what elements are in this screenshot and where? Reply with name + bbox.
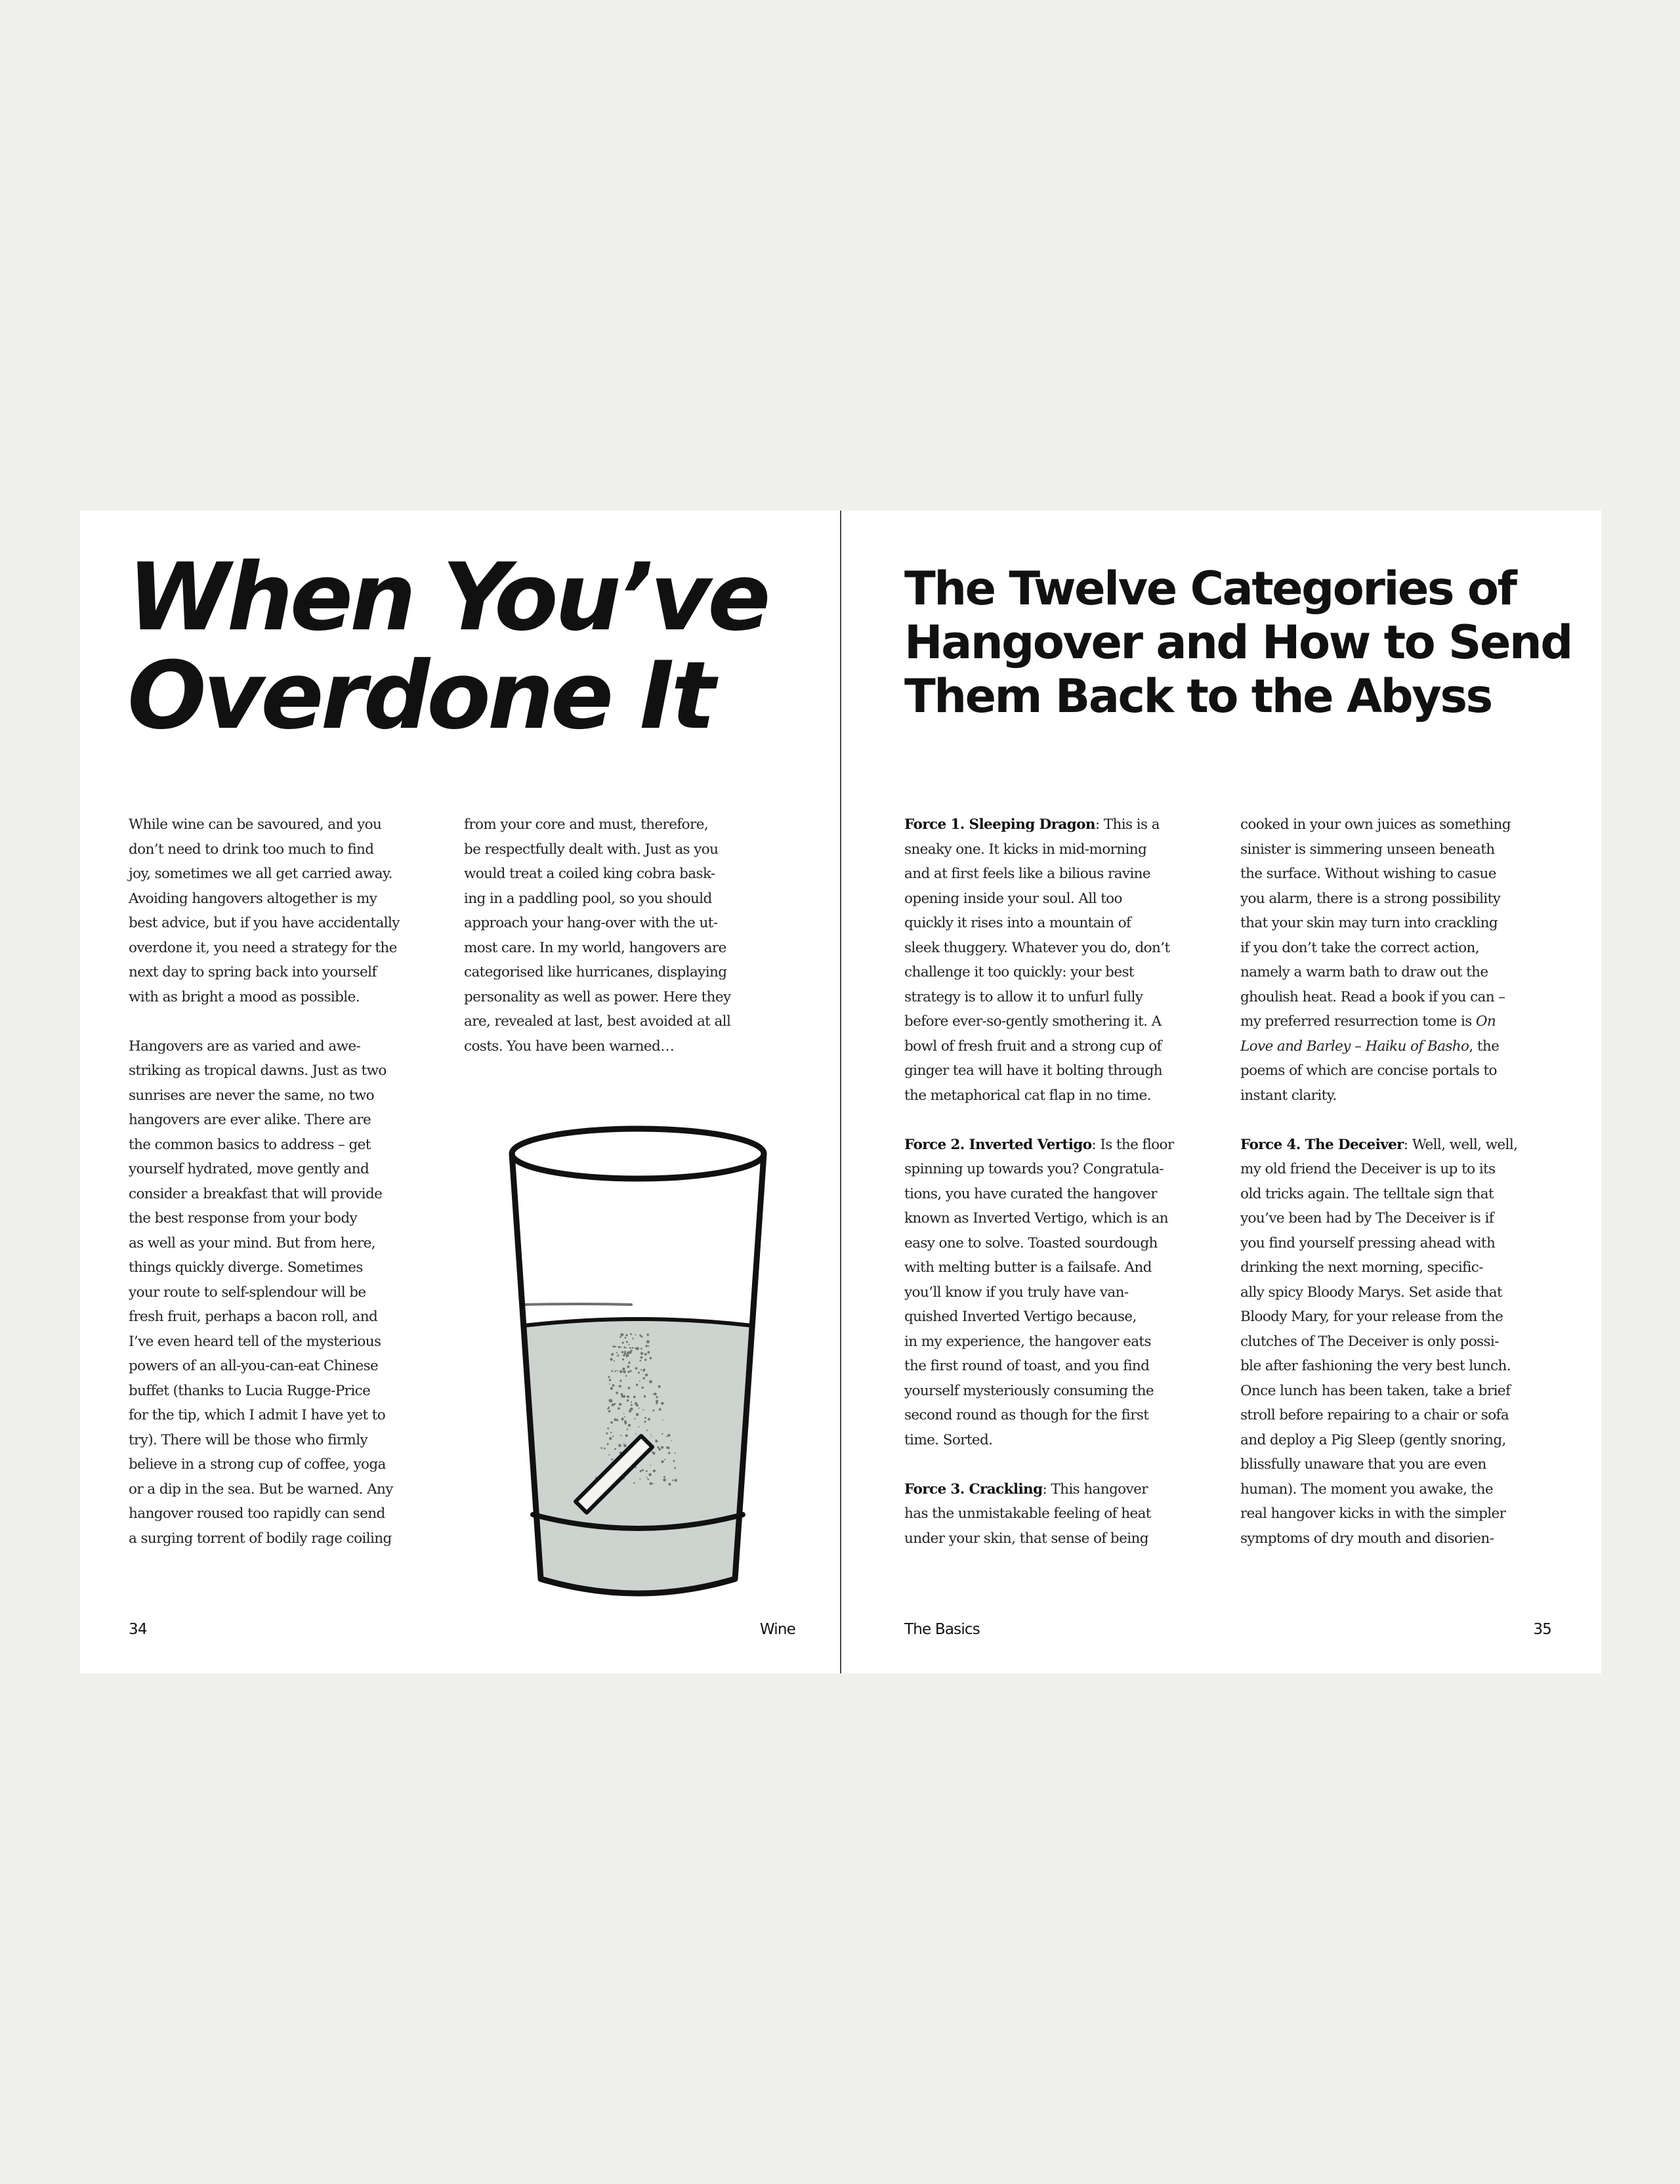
bubble bbox=[661, 1402, 663, 1404]
bubble bbox=[631, 1348, 633, 1349]
text-line: my preferred resurrection tome is bbox=[1240, 1013, 1476, 1030]
bubble bbox=[611, 1353, 614, 1356]
bubble bbox=[653, 1469, 656, 1472]
bubble bbox=[623, 1354, 625, 1356]
bubble bbox=[642, 1369, 645, 1372]
bubble bbox=[646, 1334, 649, 1336]
text-line: sneaky one. It kicks in mid-morning bbox=[904, 841, 1147, 858]
text-line: approach your hang-over with the ut- bbox=[464, 915, 718, 931]
bubble bbox=[629, 1347, 631, 1349]
bubble bbox=[644, 1358, 646, 1360]
body-paragraph bbox=[129, 1034, 457, 1551]
bubble bbox=[626, 1347, 627, 1349]
bubble bbox=[632, 1338, 633, 1339]
bubble bbox=[630, 1334, 632, 1335]
bubble bbox=[621, 1419, 623, 1421]
bubble bbox=[617, 1355, 619, 1357]
bubble bbox=[604, 1448, 606, 1450]
text-line: and at first feels like a bilious ravine bbox=[904, 866, 1151, 882]
bubble bbox=[606, 1433, 608, 1435]
text-line: next day to spring back into yourself bbox=[129, 964, 377, 980]
text-line: best advice, but if you have accidentally bbox=[129, 915, 400, 931]
bubble bbox=[672, 1480, 673, 1481]
bubble bbox=[620, 1336, 621, 1338]
bubble bbox=[656, 1400, 658, 1402]
bubble bbox=[639, 1408, 640, 1409]
text-line: quickly it rises into a mountain of bbox=[904, 915, 1131, 931]
text-line: from your core and must, therefore, bbox=[464, 816, 709, 833]
text-line: While wine can be savoured, and you bbox=[129, 816, 382, 833]
text-line: strategy is to allow it to unfurl fully bbox=[904, 988, 1143, 1005]
bubble bbox=[628, 1344, 629, 1345]
text-line: tions, you have curated the hangover bbox=[904, 1185, 1157, 1202]
bubble bbox=[627, 1395, 629, 1398]
bubble bbox=[623, 1443, 625, 1444]
bubble bbox=[652, 1483, 654, 1484]
bubble bbox=[643, 1377, 645, 1379]
text-line: before ever-so-gently smothering it. A bbox=[904, 1013, 1162, 1030]
bubble bbox=[618, 1444, 621, 1447]
bubble bbox=[629, 1410, 631, 1412]
text-line: human). The moment you awake, the bbox=[1240, 1480, 1493, 1498]
bubble bbox=[631, 1402, 632, 1403]
bubble bbox=[627, 1367, 629, 1368]
bubble bbox=[615, 1346, 616, 1347]
bubble bbox=[612, 1384, 615, 1387]
bubble bbox=[644, 1421, 646, 1423]
bubble bbox=[608, 1410, 611, 1413]
bubble bbox=[650, 1357, 652, 1360]
bubble bbox=[644, 1353, 647, 1356]
bubble bbox=[631, 1350, 633, 1352]
bubble bbox=[612, 1345, 614, 1347]
bubble bbox=[658, 1385, 661, 1388]
section-title-line-1: The Twelve Categories of bbox=[904, 562, 1516, 616]
left-column-2 bbox=[464, 812, 792, 1083]
bubble bbox=[609, 1383, 610, 1385]
text-line: quished Inverted Vertigo because, bbox=[904, 1309, 1137, 1325]
bubble bbox=[648, 1418, 650, 1421]
bubble bbox=[612, 1459, 614, 1461]
text-line: buffet (thanks to Lucia Rugge-Price bbox=[129, 1382, 371, 1399]
body-paragraph bbox=[129, 812, 457, 1009]
text-line: in my experience, the hangover eats bbox=[904, 1333, 1151, 1350]
bubble bbox=[627, 1429, 629, 1431]
bubble bbox=[650, 1434, 652, 1435]
text-line: things quickly diverge. Sometimes bbox=[129, 1259, 363, 1276]
bubble bbox=[636, 1404, 639, 1407]
book-title-part-1: On bbox=[1475, 1013, 1496, 1030]
bubble bbox=[635, 1467, 637, 1468]
text-line: spinning up towards you? Congratula- bbox=[904, 1161, 1164, 1177]
bubble bbox=[652, 1451, 653, 1452]
text-line: the first round of toast, and you find bbox=[904, 1358, 1150, 1374]
bubble bbox=[616, 1352, 618, 1353]
bubble bbox=[675, 1452, 676, 1454]
bubble bbox=[619, 1385, 621, 1387]
force-1-heading: Force 1. Sleeping Dragon bbox=[904, 816, 1095, 833]
force-4-heading: Force 4. The Deceiver bbox=[1240, 1136, 1404, 1153]
text-line: ing in a paddling pool, so you should bbox=[464, 890, 712, 907]
bubble bbox=[610, 1432, 612, 1433]
text-line: old tricks again. The telltale sign that bbox=[1240, 1185, 1494, 1202]
bubble bbox=[623, 1368, 625, 1370]
text-line: Avoiding hangovers altogether is my bbox=[129, 890, 377, 907]
bubble bbox=[619, 1403, 621, 1406]
bubble bbox=[620, 1370, 623, 1374]
text-line: opening inside your soul. All too bbox=[904, 890, 1122, 907]
bubble bbox=[633, 1396, 636, 1398]
bubble bbox=[628, 1387, 631, 1389]
bubble bbox=[646, 1477, 648, 1478]
text-line: namely a warm bath to draw out the bbox=[1240, 964, 1488, 980]
bubble bbox=[615, 1370, 617, 1372]
force-3-continued: cooked in your own juices as something sinister is simmering unseen beneath the surface. Without wishing to casue you alarm, there is a strong possibility that your skin may turn into crackling if you don’t take the correct action, namely a warm bath to draw out the ghoulish heat. Read a book if you can – my preferred resurrection tome is On Love and Barley – Haiku of Basho, the poems of which are concise portals to instant clarity. bbox=[1240, 812, 1568, 1108]
bubble bbox=[640, 1335, 642, 1337]
bubble bbox=[608, 1399, 612, 1402]
bubble bbox=[634, 1418, 635, 1419]
bubble bbox=[668, 1483, 671, 1486]
bubble bbox=[663, 1479, 666, 1482]
bubble bbox=[674, 1467, 676, 1469]
bubble bbox=[652, 1452, 655, 1454]
bubble bbox=[623, 1347, 625, 1349]
bubble bbox=[654, 1393, 657, 1395]
bubble bbox=[621, 1351, 623, 1353]
bubble bbox=[622, 1358, 624, 1360]
bubble bbox=[647, 1479, 649, 1480]
bubble bbox=[658, 1448, 661, 1451]
text-line: easy one to solve. Toasted sourdough bbox=[904, 1234, 1158, 1251]
bubble bbox=[610, 1358, 612, 1360]
bubble bbox=[642, 1469, 644, 1471]
bubble bbox=[616, 1392, 618, 1395]
bubble bbox=[646, 1429, 648, 1431]
text-line: the common basics to address – get bbox=[129, 1136, 371, 1153]
bubble bbox=[666, 1446, 669, 1449]
bubble bbox=[655, 1440, 658, 1442]
bubble bbox=[610, 1387, 613, 1390]
text-line: the best response from your body bbox=[129, 1210, 358, 1227]
bubble bbox=[611, 1370, 613, 1372]
bubble bbox=[618, 1354, 620, 1356]
text-line: known as Inverted Vertigo, which is an bbox=[904, 1210, 1168, 1227]
text-line: categorised like hurricanes, displaying bbox=[464, 964, 727, 980]
text-line: don’t need to drink too much to find bbox=[129, 841, 374, 858]
bubble bbox=[614, 1403, 616, 1405]
text-line: personality as well as power. Here they bbox=[464, 988, 731, 1005]
text-line: believe in a strong cup of coffee, yoga bbox=[129, 1456, 386, 1473]
bubble bbox=[675, 1479, 677, 1482]
text-line: has the unmistakable feeling of heat bbox=[904, 1505, 1151, 1522]
bubble bbox=[668, 1452, 670, 1454]
bubble bbox=[614, 1360, 615, 1362]
text-line: a surging torrent of bodily rage coiling bbox=[129, 1530, 392, 1547]
bubble bbox=[614, 1418, 616, 1421]
text-line: ginger tea will have it bolting through bbox=[904, 1062, 1162, 1079]
force-1-paragraph: Force 1. Sleeping Dragon: This is a sneaky one. It kicks in mid-morning and at first feels like a bilious ravine opening inside your soul. All too quickly it rises into a mountain of sleek thuggery. Whatever you do, don’t challenge it too quickly: your best strategy is to allow it to unfurl fully before ever-so-gently smothering it. A bowl of fresh fruit and a strong cup of ginger tea will have it bolting through the metaphorical cat flap in no time. bbox=[904, 812, 1232, 1108]
bubble bbox=[662, 1419, 663, 1421]
text-line: real hangover kicks in with the simpler bbox=[1240, 1505, 1506, 1522]
book-spread bbox=[80, 511, 1601, 1673]
section-title bbox=[904, 562, 1572, 723]
bubble bbox=[627, 1371, 629, 1373]
text-line: hangover roused too rapidly can send bbox=[129, 1505, 385, 1522]
bubble bbox=[629, 1370, 631, 1372]
bubble bbox=[623, 1395, 625, 1398]
text-line: most care. In my world, hangovers are bbox=[464, 939, 726, 956]
bubble bbox=[640, 1356, 643, 1359]
bubble bbox=[620, 1435, 621, 1436]
bubble bbox=[648, 1473, 652, 1477]
bubble bbox=[642, 1409, 644, 1410]
bubble bbox=[673, 1460, 675, 1462]
bubble bbox=[623, 1370, 626, 1374]
text-line: are, revealed at last, best avoided at all bbox=[464, 1013, 731, 1030]
bubble bbox=[628, 1425, 629, 1427]
text-line: with melting butter is a failsafe. And bbox=[904, 1259, 1152, 1276]
book-title-part-2: Love and Barley – Haiku of Basho bbox=[1240, 1038, 1469, 1055]
bubble bbox=[625, 1375, 627, 1377]
page-number-left: 34 bbox=[129, 1621, 147, 1638]
text-line: fresh fruit, perhaps a bacon roll, and bbox=[129, 1309, 378, 1325]
right-page bbox=[841, 511, 1601, 1673]
bubble bbox=[631, 1404, 633, 1406]
text-line: your route to self-splendour will be bbox=[129, 1284, 366, 1301]
bubble bbox=[627, 1351, 629, 1354]
text-line: you find yourself pressing ahead with bbox=[1240, 1234, 1496, 1251]
text-line: time. Sorted. bbox=[904, 1431, 993, 1448]
text-line: try). There will be those who firmly bbox=[129, 1431, 368, 1448]
text-line: under your skin, that sense of being bbox=[904, 1530, 1148, 1547]
text-line: striking as tropical dawns. Just as two bbox=[129, 1062, 387, 1079]
bubble bbox=[639, 1380, 640, 1381]
bubble bbox=[636, 1384, 638, 1386]
bubble bbox=[640, 1348, 642, 1349]
text-line: you’ll know if you truly have van- bbox=[904, 1284, 1129, 1301]
text-line: blissfully unaware that you are even bbox=[1240, 1456, 1486, 1473]
bubble bbox=[647, 1351, 650, 1354]
text-line: Hangovers are as varied and awe- bbox=[129, 1038, 361, 1055]
page-number-right: 35 bbox=[1533, 1621, 1551, 1638]
right-column-1 bbox=[904, 812, 1232, 1576]
force-4-paragraph: Force 4. The Deceiver: Well, well, well, my old friend the Deceiver is up to its old tricks again. The telltale sign that you’ve been had by The Deceiver is if you find yourself pressing ahead with drinking the next morning, specific- ally spicy Bloody Marys. Set aside that Bloody Mary, for your release from the clutches of The Deceiver is only possi- ble after fashioning the very best lunch. Once lunch has been taken, take a brief stroll before repairing to a chair or sofa and deploy a Pig Sleep (gently snoring, blissfully unaware that you are even human). The moment you awake, the real hangover kicks in with the simpler symptoms of dry mouth and disorien- bbox=[1240, 1133, 1568, 1551]
text-line: yourself mysteriously consuming the bbox=[904, 1382, 1154, 1399]
bubble bbox=[650, 1482, 652, 1485]
text-line: with as bright a mood as possible. bbox=[129, 988, 360, 1005]
bubble bbox=[639, 1479, 640, 1480]
bubble bbox=[625, 1337, 627, 1339]
text-line: and deploy a Pig Sleep (gently snoring, bbox=[1240, 1431, 1506, 1448]
text-line: Bloody Mary, for your release from the bbox=[1240, 1309, 1503, 1325]
text-line: for the tip, which I admit I have yet to bbox=[129, 1407, 386, 1423]
bubble bbox=[651, 1437, 652, 1438]
bubble bbox=[624, 1420, 627, 1423]
text-line: yourself hydrated, move gently and bbox=[129, 1161, 369, 1177]
section-title-line-3: Them Back to the Abyss bbox=[904, 669, 1492, 723]
bubble bbox=[609, 1379, 612, 1381]
text-line: or a dip in the sea. But be warned. Any bbox=[129, 1480, 393, 1498]
bubble bbox=[617, 1370, 618, 1372]
bubble bbox=[646, 1340, 650, 1343]
bubble bbox=[621, 1334, 624, 1337]
bubble bbox=[608, 1454, 610, 1456]
text-line: clutches of The Deceiver is only possi- bbox=[1240, 1333, 1499, 1350]
body-paragraph bbox=[464, 812, 792, 1059]
bubble bbox=[650, 1465, 652, 1466]
bubble bbox=[608, 1376, 610, 1378]
bubble bbox=[662, 1433, 663, 1435]
bubble bbox=[612, 1436, 614, 1437]
bubble bbox=[640, 1352, 643, 1354]
bubble bbox=[609, 1437, 612, 1440]
bubble bbox=[608, 1406, 610, 1408]
text-line: I’ve even heard tell of the mysterious bbox=[129, 1333, 381, 1350]
text-line: cooked in your own juices as something bbox=[1240, 816, 1511, 833]
text-line: hangovers are ever alike. There are bbox=[129, 1112, 371, 1128]
bubble bbox=[636, 1413, 639, 1416]
text-line: consider a breakfast that will provide bbox=[129, 1185, 383, 1202]
text-line: would treat a coiled king cobra bask- bbox=[464, 866, 715, 882]
bubble bbox=[620, 1347, 621, 1348]
text-line: joy, sometimes we all get carried away. bbox=[129, 866, 392, 882]
bubble bbox=[627, 1399, 629, 1401]
bubble bbox=[644, 1395, 646, 1398]
force-2-heading: Force 2. Inverted Vertigo bbox=[904, 1136, 1092, 1153]
bubble bbox=[658, 1446, 660, 1448]
bubble bbox=[620, 1379, 621, 1381]
bubble bbox=[631, 1408, 633, 1410]
text-line: ble after fashioning the very best lunch. bbox=[1240, 1358, 1511, 1374]
bubble bbox=[646, 1470, 648, 1472]
text-line: second round as though for the first bbox=[904, 1407, 1149, 1423]
bubble bbox=[653, 1393, 654, 1395]
text-line: that your skin may turn into crackling bbox=[1240, 915, 1498, 931]
bubble bbox=[667, 1434, 670, 1437]
bubble bbox=[656, 1396, 658, 1398]
text-line: challenge it too quickly: your best bbox=[904, 964, 1134, 980]
bubble bbox=[618, 1346, 620, 1348]
bubble bbox=[640, 1369, 642, 1370]
left-page bbox=[80, 511, 840, 1673]
chapter-title bbox=[127, 543, 768, 750]
text-line: be respectfully dealt with. Just as you bbox=[464, 841, 719, 858]
bubble bbox=[628, 1362, 630, 1364]
bubble bbox=[614, 1448, 616, 1450]
bubble bbox=[621, 1393, 623, 1395]
bubble bbox=[626, 1356, 627, 1357]
text-line: you alarm, there is a strong possibility bbox=[1240, 890, 1501, 907]
text-line: bowl of fresh fruit and a strong cup of bbox=[904, 1038, 1162, 1055]
force-2-paragraph: Force 2. Inverted Vertigo: Is the floor spinning up towards you? Congratula- tions, you have curated the hangover known as Inverted Vertigo, which is an easy one to solve. Toasted sourdough with melting butter is a failsafe. And you’ll know if you truly have van- quished Inverted Vertigo because, in my experience, the hangover eats the first round of toast, and you find yourself mysteriously consuming the second round as though for the first time. Sorted. bbox=[904, 1133, 1232, 1453]
bubble bbox=[636, 1347, 639, 1351]
text-line: ghoulish heat. Read a book if you can – bbox=[1240, 988, 1505, 1005]
bubble bbox=[666, 1436, 667, 1437]
text-line: my old friend the Deceiver is up to its bbox=[1240, 1161, 1496, 1177]
chapter-title-line-2: Overdone It bbox=[127, 642, 713, 750]
text-line: the metaphorical cat flap in no time. bbox=[904, 1087, 1151, 1104]
bubble bbox=[635, 1367, 638, 1370]
bubble bbox=[639, 1426, 640, 1427]
bubble bbox=[664, 1459, 665, 1460]
bubble bbox=[626, 1341, 628, 1343]
chapter-title-line-1: When You’ve bbox=[127, 543, 768, 652]
bubble bbox=[656, 1403, 657, 1404]
bubble bbox=[623, 1444, 627, 1448]
text-line: Once lunch has been taken, take a brief bbox=[1240, 1382, 1511, 1399]
bubble bbox=[610, 1421, 613, 1424]
text-line: if you don’t take the correct action, bbox=[1240, 939, 1479, 956]
bubble bbox=[661, 1460, 663, 1463]
bubble bbox=[642, 1387, 644, 1389]
bubble bbox=[638, 1372, 640, 1374]
fizzing-glass-illustration bbox=[500, 1108, 776, 1606]
bubble bbox=[607, 1427, 609, 1429]
bubble bbox=[625, 1435, 628, 1437]
bubble bbox=[671, 1440, 672, 1442]
bubble bbox=[622, 1342, 624, 1344]
text-line: ally spicy Bloody Marys. Set aside that bbox=[1240, 1284, 1503, 1301]
text-line: powers of an all-you-can-eat Chinese bbox=[129, 1358, 379, 1374]
bubble bbox=[624, 1416, 625, 1418]
text-line: sleek thuggery. Whatever you do, don’t bbox=[904, 939, 1170, 956]
text-line: sunrises are never the same, no two bbox=[129, 1087, 374, 1104]
bubble bbox=[640, 1471, 642, 1472]
text-line: as well as your mind. But from here, bbox=[129, 1234, 376, 1251]
text-line: symptoms of dry mouth and disorien- bbox=[1240, 1530, 1494, 1547]
bubble bbox=[644, 1417, 646, 1419]
bubble bbox=[649, 1380, 652, 1383]
bubble bbox=[623, 1351, 625, 1353]
running-head-left: Wine bbox=[759, 1621, 795, 1638]
bubble bbox=[618, 1407, 620, 1410]
text-line: costs. You have been warned… bbox=[464, 1038, 675, 1055]
text-line: overdone it, you need a strategy for the bbox=[129, 939, 397, 956]
text-line: sinister is simmering unseen beneath bbox=[1240, 841, 1495, 858]
bubble bbox=[625, 1334, 627, 1336]
bubble bbox=[600, 1447, 602, 1449]
force-3-heading: Force 3. Crackling bbox=[904, 1480, 1043, 1498]
bubble bbox=[648, 1345, 649, 1347]
force-3-paragraph: Force 3. Crackling: This hangover has the unmistakable feeling of heat under your skin, that sense of being bbox=[904, 1477, 1232, 1551]
bubble bbox=[659, 1408, 662, 1411]
running-head-right: The Basics bbox=[904, 1621, 980, 1638]
text-line: drinking the next morning, specific- bbox=[1240, 1259, 1483, 1276]
section-title-line-2: Hangover and How to Send bbox=[904, 616, 1572, 669]
bubble bbox=[646, 1345, 648, 1347]
bubble bbox=[653, 1410, 655, 1412]
left-column-1 bbox=[129, 812, 457, 1576]
bubble bbox=[633, 1482, 635, 1484]
bubble bbox=[635, 1334, 637, 1335]
text-line: you’ve been had by The Deceiver is if bbox=[1240, 1210, 1494, 1227]
bubble bbox=[623, 1414, 625, 1415]
text-line: the surface. Without wishing to casue bbox=[1240, 866, 1496, 882]
right-column-2 bbox=[1240, 812, 1568, 1576]
bubble bbox=[645, 1374, 648, 1376]
bubble bbox=[663, 1476, 665, 1478]
bubble bbox=[607, 1443, 609, 1445]
bubble bbox=[635, 1433, 637, 1435]
bubble bbox=[661, 1446, 663, 1449]
bubble bbox=[640, 1360, 642, 1362]
text-line: stroll before repairing to a chair or sofa bbox=[1240, 1407, 1509, 1423]
